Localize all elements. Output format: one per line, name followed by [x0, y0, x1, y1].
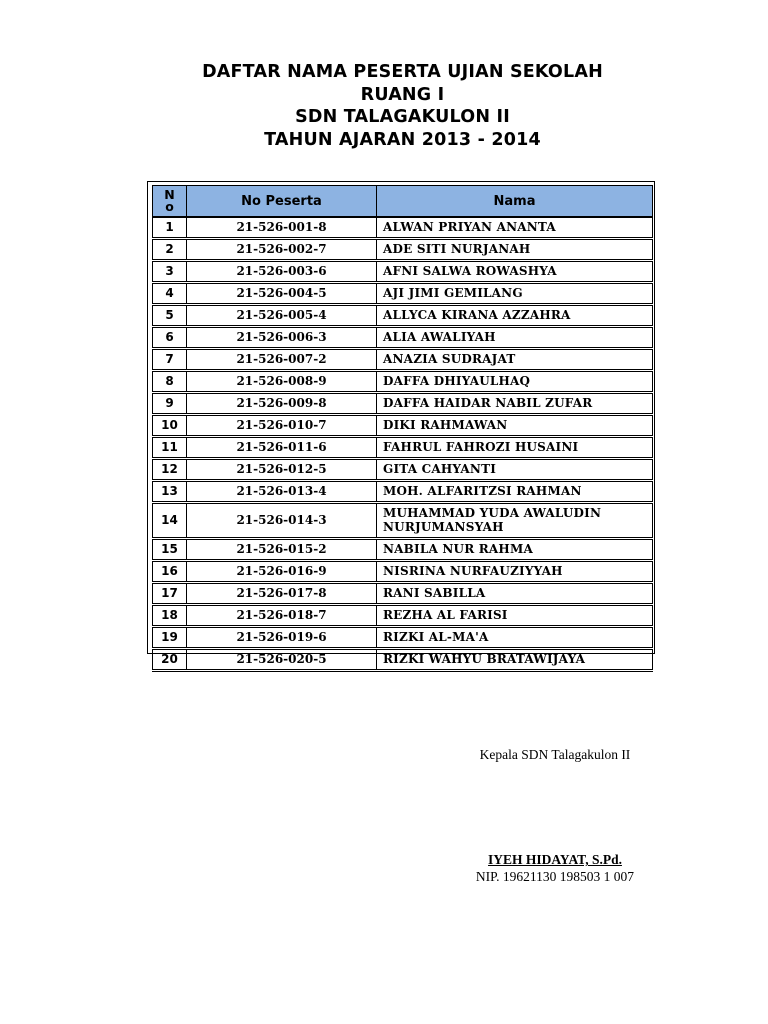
- cell-nama: DAFFA DHIYAULHAQ: [377, 371, 653, 393]
- table-row: [153, 415, 653, 437]
- cell-peserta: 21-526-018-7: [187, 605, 377, 627]
- cell-no: 18: [153, 605, 187, 627]
- table-row: [153, 305, 653, 327]
- cell-nama: GITA CAHYANTI: [377, 459, 653, 481]
- cell-peserta: 21-526-019-6: [187, 627, 377, 649]
- cell-peserta: 21-526-016-9: [187, 561, 377, 583]
- cell-no: 16: [153, 561, 187, 583]
- cell-no: 13: [153, 481, 187, 503]
- table-row: [153, 583, 653, 605]
- cell-nama: RIZKI AL-MA'A: [377, 627, 653, 649]
- cell-no: 9: [153, 393, 187, 415]
- cell-nama: MOH. ALFARITZSI RAHMAN: [377, 481, 653, 503]
- cell-peserta: 21-526-003-6: [187, 261, 377, 283]
- cell-nama: ALLYCA KIRANA AZZAHRA: [377, 305, 653, 327]
- table-row: [153, 327, 653, 349]
- cell-nama: FAHRUL FAHROZI HUSAINI: [377, 437, 653, 459]
- cell-peserta: 21-526-002-7: [187, 239, 377, 261]
- cell-no: 5: [153, 305, 187, 327]
- cell-nama: ANAZIA SUDRAJAT: [377, 349, 653, 371]
- signature-name: IYEH HIDAYAT, S.Pd.: [488, 852, 622, 867]
- cell-nama: ALIA AWALIYAH: [377, 327, 653, 349]
- column-header-peserta: No Peserta: [187, 186, 377, 218]
- table-body: [153, 217, 653, 671]
- cell-no: 20: [153, 649, 187, 671]
- cell-no: 14: [153, 503, 187, 539]
- cell-no: 2: [153, 239, 187, 261]
- cell-no: 10: [153, 415, 187, 437]
- table-header-row: [153, 186, 653, 218]
- document-title: [0, 61, 768, 151]
- cell-nama: MUHAMMAD YUDA AWALUDIN NURJUMANSYAH: [377, 503, 653, 539]
- cell-nama: REZHA AL FARISI: [377, 605, 653, 627]
- cell-no: 8: [153, 371, 187, 393]
- cell-no: 17: [153, 583, 187, 605]
- signature-nip: NIP. 19621130 198503 1 007: [475, 869, 635, 884]
- cell-peserta: 21-526-005-4: [187, 305, 377, 327]
- cell-peserta: 21-526-020-5: [187, 649, 377, 671]
- cell-no: 3: [153, 261, 187, 283]
- cell-nama: ADE SITI NURJANAH: [377, 239, 653, 261]
- cell-nama: DIKI RAHMAWAN: [377, 415, 653, 437]
- cell-peserta: 21-526-010-7: [187, 415, 377, 437]
- cell-no: 11: [153, 437, 187, 459]
- column-header-no-part1: N: [164, 187, 175, 202]
- cell-peserta: 21-526-006-3: [187, 327, 377, 349]
- cell-nama: NABILA NUR RAHMA: [377, 539, 653, 561]
- cell-peserta: 21-526-017-8: [187, 583, 377, 605]
- cell-peserta: 21-526-013-4: [187, 481, 377, 503]
- cell-nama: AJI JIMI GEMILANG: [377, 283, 653, 305]
- cell-no: 15: [153, 539, 187, 561]
- cell-peserta: 21-526-007-2: [187, 349, 377, 371]
- cell-nama: RANI SABILLA: [377, 583, 653, 605]
- table-row: [153, 649, 653, 671]
- table-row: [153, 283, 653, 305]
- table-row: [153, 481, 653, 503]
- cell-nama: RIZKI WAHYU BRATAWIJAYA: [377, 649, 653, 671]
- cell-nama: AFNI SALWA ROWASHYA: [377, 261, 653, 283]
- cell-nama: DAFFA HAIDAR NABIL ZUFAR: [377, 393, 653, 415]
- participant-table: [152, 185, 653, 672]
- table-row: [153, 371, 653, 393]
- table-row: [153, 217, 653, 239]
- cell-no: 1: [153, 217, 187, 239]
- cell-peserta: 21-526-008-9: [187, 371, 377, 393]
- cell-peserta: 21-526-004-5: [187, 283, 377, 305]
- cell-peserta: 21-526-012-5: [187, 459, 377, 481]
- title-line-1: DAFTAR NAMA PESERTA UJIAN SEKOLAH: [202, 62, 603, 82]
- cell-peserta: 21-526-015-2: [187, 539, 377, 561]
- cell-peserta: 21-526-011-6: [187, 437, 377, 459]
- column-header-nama: Nama: [377, 186, 653, 218]
- table-row: [153, 459, 653, 481]
- table-row: [153, 349, 653, 371]
- table-row: [153, 539, 653, 561]
- signature-role: Kepala SDN Talagakulon II: [479, 747, 631, 762]
- cell-no: 19: [153, 627, 187, 649]
- cell-no: 6: [153, 327, 187, 349]
- cell-no: 7: [153, 349, 187, 371]
- cell-nama: ALWAN PRIYAN ANANTA: [377, 217, 653, 239]
- column-header-no: [153, 186, 187, 218]
- table-row: [153, 239, 653, 261]
- cell-no: 4: [153, 283, 187, 305]
- title-line-2: RUANG I: [360, 84, 445, 105]
- cell-peserta: 21-526-009-8: [187, 393, 377, 415]
- title-line-4: TAHUN AJARAN 2013 - 2014: [264, 129, 541, 150]
- cell-peserta: 21-526-001-8: [187, 217, 377, 239]
- table-row: [153, 437, 653, 459]
- table-row: [153, 393, 653, 415]
- cell-peserta: 21-526-014-3: [187, 503, 377, 539]
- title-line-3: SDN TALAGAKULON II: [295, 107, 510, 127]
- cell-nama: NISRINA NURFAUZIYYAH: [377, 561, 653, 583]
- cell-no: 12: [153, 459, 187, 481]
- table-row: [153, 503, 653, 539]
- column-header-no-part2: o: [165, 199, 174, 214]
- table-row: [153, 561, 653, 583]
- table-row: [153, 261, 653, 283]
- table-row: [153, 605, 653, 627]
- table-row: [153, 627, 653, 649]
